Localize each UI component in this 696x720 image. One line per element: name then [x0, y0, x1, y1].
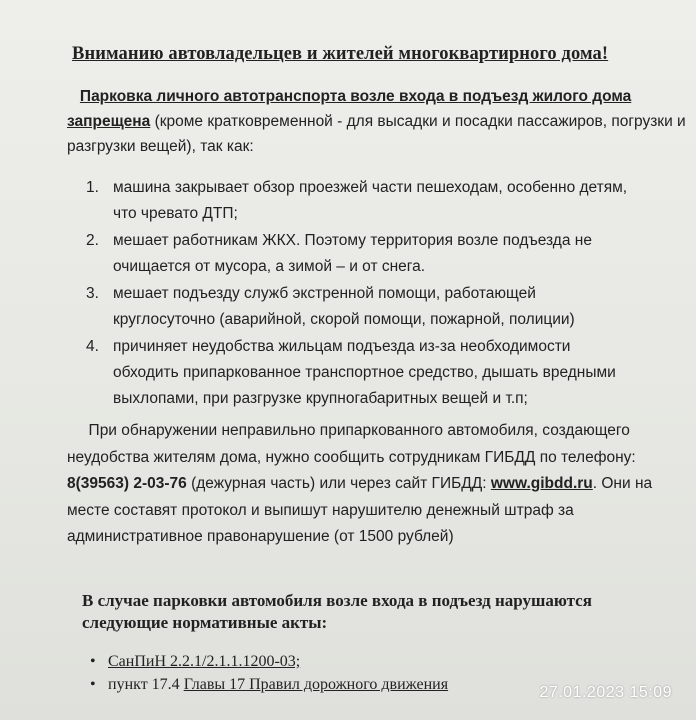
act-item	[90, 650, 448, 673]
reason-line: машина закрывает обзор проезжей части пешеходам, особенно детям,	[113, 179, 628, 196]
reason-item	[86, 228, 627, 280]
acts-heading-line: В случае парковки автомобиля возле входа в подъезд нарушаются	[82, 591, 592, 610]
reason-number: 2.	[86, 232, 99, 249]
reason-item	[86, 175, 627, 227]
acts-heading	[82, 590, 592, 634]
act-prefix: пункт 17.4	[108, 676, 184, 693]
report-paragraph	[67, 418, 696, 551]
reason-line: мешает подъезду служб экстренной помощи, работающей	[113, 285, 536, 302]
reason-number: 4.	[86, 338, 99, 355]
reason-number: 3.	[86, 285, 99, 302]
reason-item	[86, 334, 627, 412]
report-text-2: (дежурная часть) или через сайт ГИБДД:	[186, 475, 491, 492]
report-text-1: При обнаружении неправильно припаркованного автомобиля, создающего неудобства жителям дома, нужно сообщить сотрудникам ГИБДД по телефону:	[67, 422, 636, 466]
notice-title: Вниманию автовладельцев и жителей многоквартирного дома!	[72, 44, 609, 64]
reason-number: 1.	[86, 179, 99, 196]
reason-line: обходить припаркованное транспортное средство, дышать вредными	[113, 364, 616, 381]
reason-line: выхлопами, при разгрузке крупногабаритных вещей и т.п;	[113, 390, 528, 407]
intro-rest-text: (кроме кратковременной - для высадки и посадки пассажиров, погрузки и разгрузки вещей), так как:	[67, 113, 686, 155]
website-link[interactable]: www.gibdd.ru	[490, 475, 593, 492]
act-link[interactable]: Главы 17 Правил дорожного движения	[183, 676, 449, 693]
reason-line: круглосуточно (аварийной, скорой помощи, пожарной, полиции)	[113, 311, 575, 328]
acts-list	[90, 650, 448, 696]
report-text-3: . Они на месте составят протокол и выпишут нарушителю денежный штраф за административное правонарушение (от 1500 рублей)	[67, 475, 653, 545]
acts-heading-line: следующие нормативные акты:	[82, 613, 328, 632]
reason-line: что чревато ДТП;	[113, 205, 238, 222]
reasons-list	[86, 175, 627, 413]
act-link[interactable]: СанПиН 2.2.1/2.1.1.1200-03;	[108, 653, 301, 670]
photo-timestamp: 27.01.2023 15:09	[539, 684, 672, 701]
reason-item	[86, 281, 627, 333]
phone-number: 8(39563) 2-03-76	[67, 475, 187, 492]
parking-prohibited-text: Парковка личного автотранспорта возле входа в подъезд жилого дома запрещена	[67, 88, 632, 130]
reason-line: очищается от мусора, а зимой – и от снега.	[113, 258, 426, 275]
intro-paragraph	[67, 84, 687, 159]
reason-line: причиняет неудобства жильцам подъезда из-за необходимости	[113, 338, 571, 355]
act-item	[90, 673, 448, 696]
reason-line: мешает работникам ЖКХ. Поэтому территория возле подъезда не	[113, 232, 592, 249]
